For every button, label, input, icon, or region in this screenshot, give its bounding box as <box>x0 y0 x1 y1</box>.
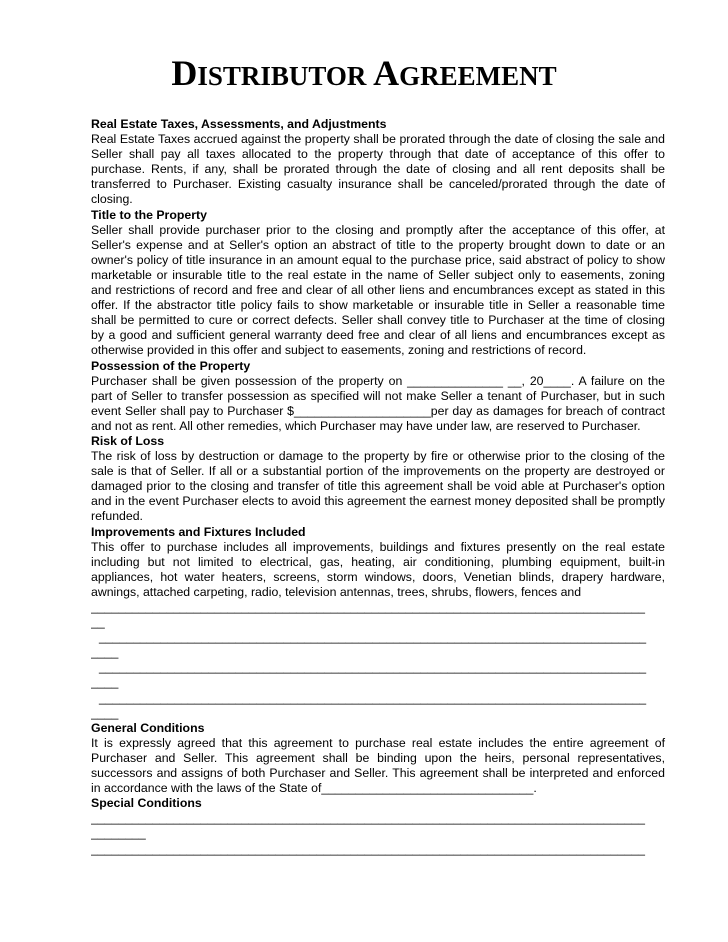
blank-line: _________________________________________________________________________________ <box>91 600 645 614</box>
document-body <box>91 117 665 857</box>
blank-line: ____ <box>91 675 119 690</box>
document-title <box>0 52 728 94</box>
title-initial-a: A <box>373 53 400 93</box>
heading-special-conditions: Special Conditions <box>91 796 202 811</box>
title-word-distributor: ISTRIBUTOR <box>197 61 367 91</box>
title-word-agreement: GREEMENT <box>399 61 557 91</box>
blank-line: ____ <box>91 645 119 660</box>
blank-line: __ <box>91 615 105 630</box>
blank-line: ________________________________________________________________________________ <box>99 630 647 645</box>
blank-line: ____ <box>91 705 119 720</box>
paragraph-improvements: This offer to purchase includes all improvements, buildings and fixtures presently on the real estate including but not limited to electrical, gas, heating, air conditioning, plumbing equipment, built-in appliances, hot water heaters, screens, storm windows, doors, Venetian blinds, drapery hardware, awnings, attached carpeting, radio, television antennas, trees, shrubs, flowers, fences and <box>91 539 665 599</box>
heading-possession: Possession of the Property <box>91 358 251 373</box>
paragraph-title-to-property: Seller shall provide purchaser prior to the closing and promptly after the acceptance of this offer, at Seller's expense and at Seller's option an abstract of title to the property brought down to date or an owner's policy of title insurance in an amount equal to the purchase price, said abstract of policy to show marketable or insurable title to the real estate in the name of Seller subject only to easements, zoning and restrictions of record and free and clear of all other liens and encumbrances except as stated in this offer. If the abstractor title policy fails to show marketable or insurable title in Seller a reasonable time shall be permitted to cure or correct defects. Seller shall convey title to Purchaser at the time of closing by a good and sufficient general warranty deed free and clear of all liens and encumbrances except as otherwise provided in this offer and subject to easements, zoning and restrictions of record. <box>91 222 665 358</box>
blank-line: ________________________________________________________________________________ <box>99 690 647 705</box>
blank-line: ________________________________________________________________________________ <box>99 660 647 675</box>
blank-line: _________________________________________________________________________________ <box>91 811 645 826</box>
heading-title-to-property: Title to the Property <box>91 207 207 222</box>
blank-line: _________________________________________________________________________________ <box>91 841 645 856</box>
blank-line: ________ <box>91 826 146 841</box>
paragraph-risk-of-loss: The risk of loss by destruction or damage to the property by fire or otherwise prior to the closing of the sale is that of Seller. If all or a substantial portion of the improvements on the property are destroyed or damaged prior to the closing and transfer of title this agreement shall be void able at Purchaser's option and in the event Purchaser elects to avoid this agreement the earnest money deposited shall be promptly refunded. <box>91 449 665 524</box>
paragraph-general-conditions: It is expressly agreed that this agreement to purchase real estate includes the entire agreement of Purchaser and Seller. This agreement shall be binding upon the heirs, personal representatives, successors and assigns of both Purchaser and Seller. This agreement shall be interpreted and enforced in accordance with the laws of the State of_______________________________. <box>91 735 665 796</box>
paragraph-possession: Purchaser shall be given possession of the property on ______________ __, 20____. A failure on the part of Seller to transfer possession as specified will not make Seller a tenant of Purchaser, but in such event Seller shall pay to Purchaser $____________________per day as damages for breach of contract and not as rent. All other remedies, which Purchaser may have under law, are reserved to Purchaser. <box>91 373 665 433</box>
heading-general-conditions: General Conditions <box>91 720 205 735</box>
heading-improvements: Improvements and Fixtures Included <box>91 524 306 539</box>
paragraph-taxes: Real Estate Taxes accrued against the property shall be prorated through the date of closing the sale and Seller shall pay all taxes allocated to the property through that date of acceptance of this offer to purchase. Rents, if any, shall be prorated through the date of closing and all rent deposits shall be transferred to Purchaser. Existing casualty insurance shall be canceled/prorated through the date of closing. <box>91 132 665 207</box>
heading-risk-of-loss: Risk of Loss <box>91 433 165 448</box>
heading-taxes: Real Estate Taxes, Assessments, and Adjustments <box>91 117 387 131</box>
title-initial-d: D <box>171 53 198 93</box>
